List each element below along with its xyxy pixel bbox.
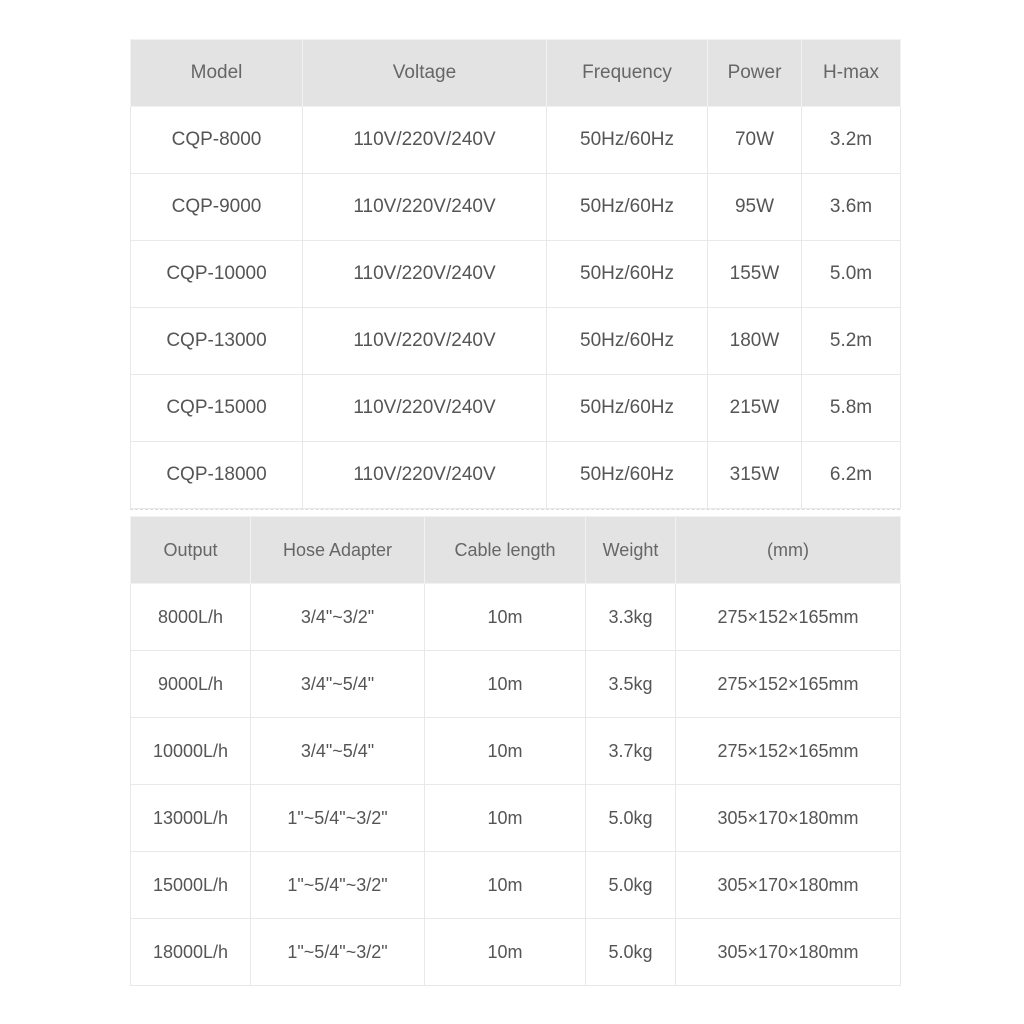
cell-power: 315W [708,442,802,509]
cell-frequency: 50Hz/60Hz [547,308,708,375]
cell-cable-length: 10m [425,584,586,651]
cell-dimensions: 305×170×180mm [676,919,901,986]
cell-hose-adapter: 1"~5/4"~3/2" [251,852,425,919]
column-header-power: Power [708,40,802,107]
table-row [131,442,901,509]
cell-weight: 3.7kg [586,718,676,785]
cell-model: CQP-8000 [131,107,303,174]
cell-model: CQP-10000 [131,241,303,308]
column-header-frequency: Frequency [547,40,708,107]
pump-detail-table [130,516,901,986]
table-row [131,308,901,375]
cell-hmax: 6.2m [802,442,901,509]
cell-voltage: 110V/220V/240V [303,442,547,509]
cell-power: 95W [708,174,802,241]
cell-weight: 3.3kg [586,584,676,651]
table-row [131,241,901,308]
cell-output: 8000L/h [131,584,251,651]
cell-cable-length: 10m [425,852,586,919]
table-header-row [131,40,901,107]
table-row [131,852,901,919]
cell-voltage: 110V/220V/240V [303,174,547,241]
cell-voltage: 110V/220V/240V [303,107,547,174]
table-row [131,651,901,718]
cell-power: 180W [708,308,802,375]
cell-frequency: 50Hz/60Hz [547,375,708,442]
table-row [131,174,901,241]
cell-frequency: 50Hz/60Hz [547,241,708,308]
cell-cable-length: 10m [425,785,586,852]
cell-output: 13000L/h [131,785,251,852]
cell-hose-adapter: 3/4"~5/4" [251,718,425,785]
cell-dimensions: 305×170×180mm [676,785,901,852]
column-header-weight: Weight [586,517,676,584]
cell-power: 70W [708,107,802,174]
cell-hose-adapter: 1"~5/4"~3/2" [251,785,425,852]
cell-hose-adapter: 1"~5/4"~3/2" [251,919,425,986]
cell-frequency: 50Hz/60Hz [547,174,708,241]
cell-cable-length: 10m [425,651,586,718]
cell-model: CQP-15000 [131,375,303,442]
cell-cable-length: 10m [425,919,586,986]
cell-weight: 5.0kg [586,852,676,919]
cell-output: 15000L/h [131,852,251,919]
column-header-hose-adapter: Hose Adapter [251,517,425,584]
table-header-row [131,517,901,584]
cell-hose-adapter: 3/4"~5/4" [251,651,425,718]
column-header-output: Output [131,517,251,584]
table-row [131,718,901,785]
cell-hmax: 3.2m [802,107,901,174]
cell-power: 215W [708,375,802,442]
cell-dimensions: 305×170×180mm [676,852,901,919]
cell-model: CQP-13000 [131,308,303,375]
cell-frequency: 50Hz/60Hz [547,107,708,174]
cell-model: CQP-18000 [131,442,303,509]
cell-hmax: 5.0m [802,241,901,308]
cell-weight: 3.5kg [586,651,676,718]
table-row [131,375,901,442]
cell-hmax: 5.2m [802,308,901,375]
pump-spec-table [130,39,901,509]
cell-model: CQP-9000 [131,174,303,241]
cell-output: 9000L/h [131,651,251,718]
table-row [131,919,901,986]
cell-power: 155W [708,241,802,308]
cell-dimensions: 275×152×165mm [676,651,901,718]
column-header-model: Model [131,40,303,107]
column-header-cable-length: Cable length [425,517,586,584]
column-header-dimensions: (mm) [676,517,901,584]
table-row [131,584,901,651]
cell-output: 10000L/h [131,718,251,785]
cell-voltage: 110V/220V/240V [303,308,547,375]
cell-voltage: 110V/220V/240V [303,375,547,442]
table-divider [130,509,900,510]
cell-weight: 5.0kg [586,919,676,986]
cell-voltage: 110V/220V/240V [303,241,547,308]
table-row [131,107,901,174]
cell-dimensions: 275×152×165mm [676,718,901,785]
cell-hose-adapter: 3/4"~3/2" [251,584,425,651]
column-header-hmax: H-max [802,40,901,107]
cell-output: 18000L/h [131,919,251,986]
column-header-voltage: Voltage [303,40,547,107]
cell-cable-length: 10m [425,718,586,785]
cell-dimensions: 275×152×165mm [676,584,901,651]
table-row [131,785,901,852]
cell-weight: 5.0kg [586,785,676,852]
cell-frequency: 50Hz/60Hz [547,442,708,509]
cell-hmax: 3.6m [802,174,901,241]
cell-hmax: 5.8m [802,375,901,442]
